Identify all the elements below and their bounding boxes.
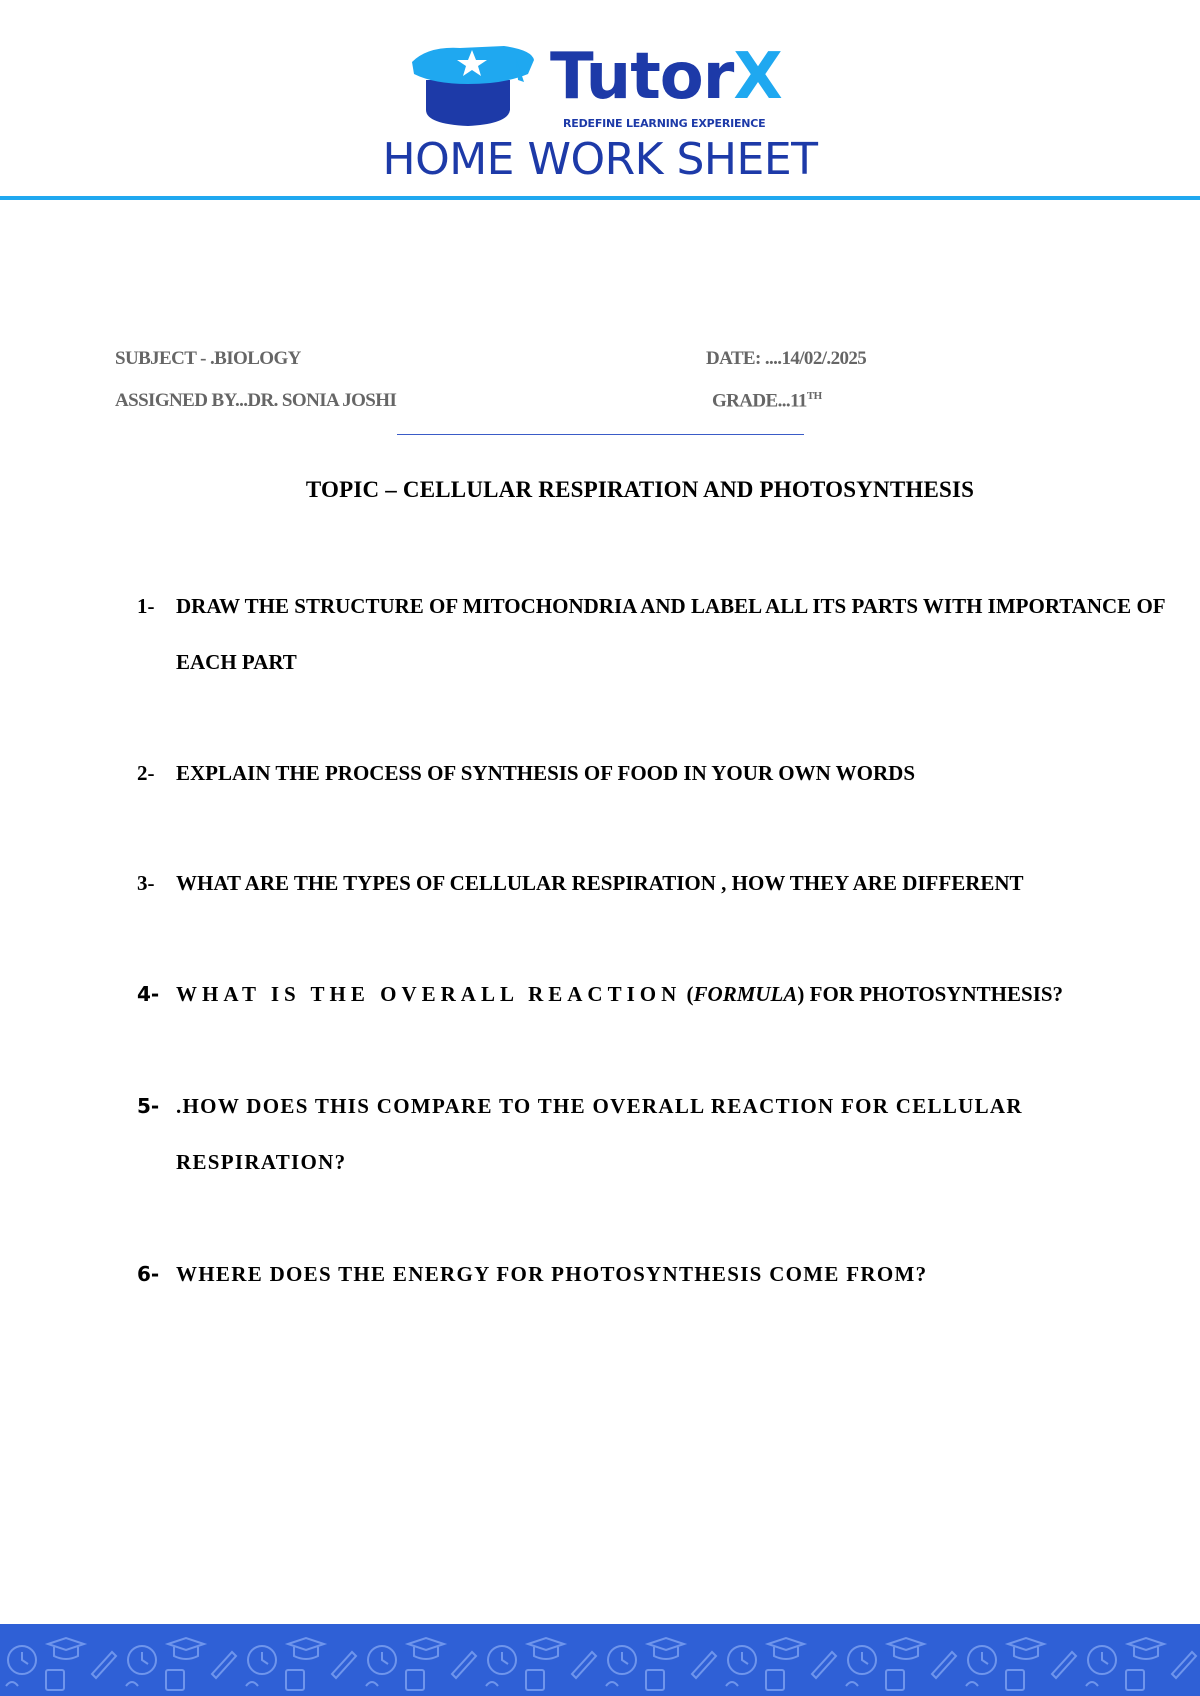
footer-band — [0, 1624, 1200, 1696]
question-paren: ( — [681, 982, 694, 1006]
question-text-part: ) FOR PHOTOSYNTHESIS? — [797, 982, 1064, 1006]
graduation-cap-icon — [408, 40, 538, 130]
question-text-part: WHAT IS THE OVERALL REACTION — [176, 982, 682, 1006]
question-number: 4- — [137, 982, 160, 1006]
question-text: WHAT ARE THE TYPES OF CELLULAR RESPIRATION , HOW THEY ARE DIFFERENT — [176, 871, 1024, 895]
brand-wordmark — [550, 42, 782, 112]
question-text: DRAW THE STRUCTURE OF MITOCHONDRIA AND LABEL ALL ITS PARTS WITH IMPORTANCE OF EACH PART — [176, 594, 1165, 674]
question-text: .HOW DOES THIS COMPARE TO THE OVERALL REACTION FOR CELLULAR RESPIRATION? — [176, 1094, 1023, 1174]
question-text: WHERE DOES THE ENERGY FOR PHOTOSYNTHESIS COME FROM? — [176, 1262, 928, 1286]
question-text: EXPLAIN THE PROCESS OF SYNTHESIS OF FOOD IN YOUR OWN WORDS — [176, 761, 916, 785]
meta-divider — [397, 434, 804, 435]
question-number: 5- — [137, 1094, 160, 1118]
date-field: DATE: ....14/02/.2025 — [706, 348, 867, 369]
subject-field: SUBJECT - .BIOLOGY — [115, 348, 301, 369]
education-doodle-pattern-icon — [0, 1624, 1200, 1696]
topic-heading: TOPIC – CELLULAR RESPIRATION AND PHOTOSYNTHESIS — [305, 477, 975, 502]
sheet-title: HOME WORK SHEET — [382, 134, 818, 185]
question-number: 2- — [137, 761, 155, 785]
question-number: 3- — [137, 871, 155, 895]
question-item — [137, 1246, 1182, 1302]
assigned-by-field: ASSIGNED BY...DR. SONIA JOSHI — [115, 390, 397, 411]
question-formula: FORMULA — [693, 982, 798, 1006]
question-number: 6- — [137, 1262, 160, 1286]
tutorx-logo — [408, 40, 798, 140]
grade-field — [712, 390, 822, 412]
page-header — [0, 0, 1200, 200]
brand-tagline: REDEFINE LEARNING EXPERIENCE — [563, 117, 766, 130]
question-item — [137, 1078, 1182, 1190]
question-text — [176, 966, 1182, 1022]
brand-name: Tutor — [550, 40, 734, 114]
question-item — [137, 855, 1182, 911]
question-item — [137, 745, 1182, 801]
header-divider — [0, 196, 1200, 200]
grade-value: GRADE...11 — [712, 390, 807, 412]
question-item — [137, 578, 1182, 690]
brand-name-accent: X — [733, 40, 782, 114]
question-item — [137, 966, 1182, 1022]
grade-suffix: TH — [806, 390, 822, 402]
question-number: 1- — [137, 594, 155, 618]
